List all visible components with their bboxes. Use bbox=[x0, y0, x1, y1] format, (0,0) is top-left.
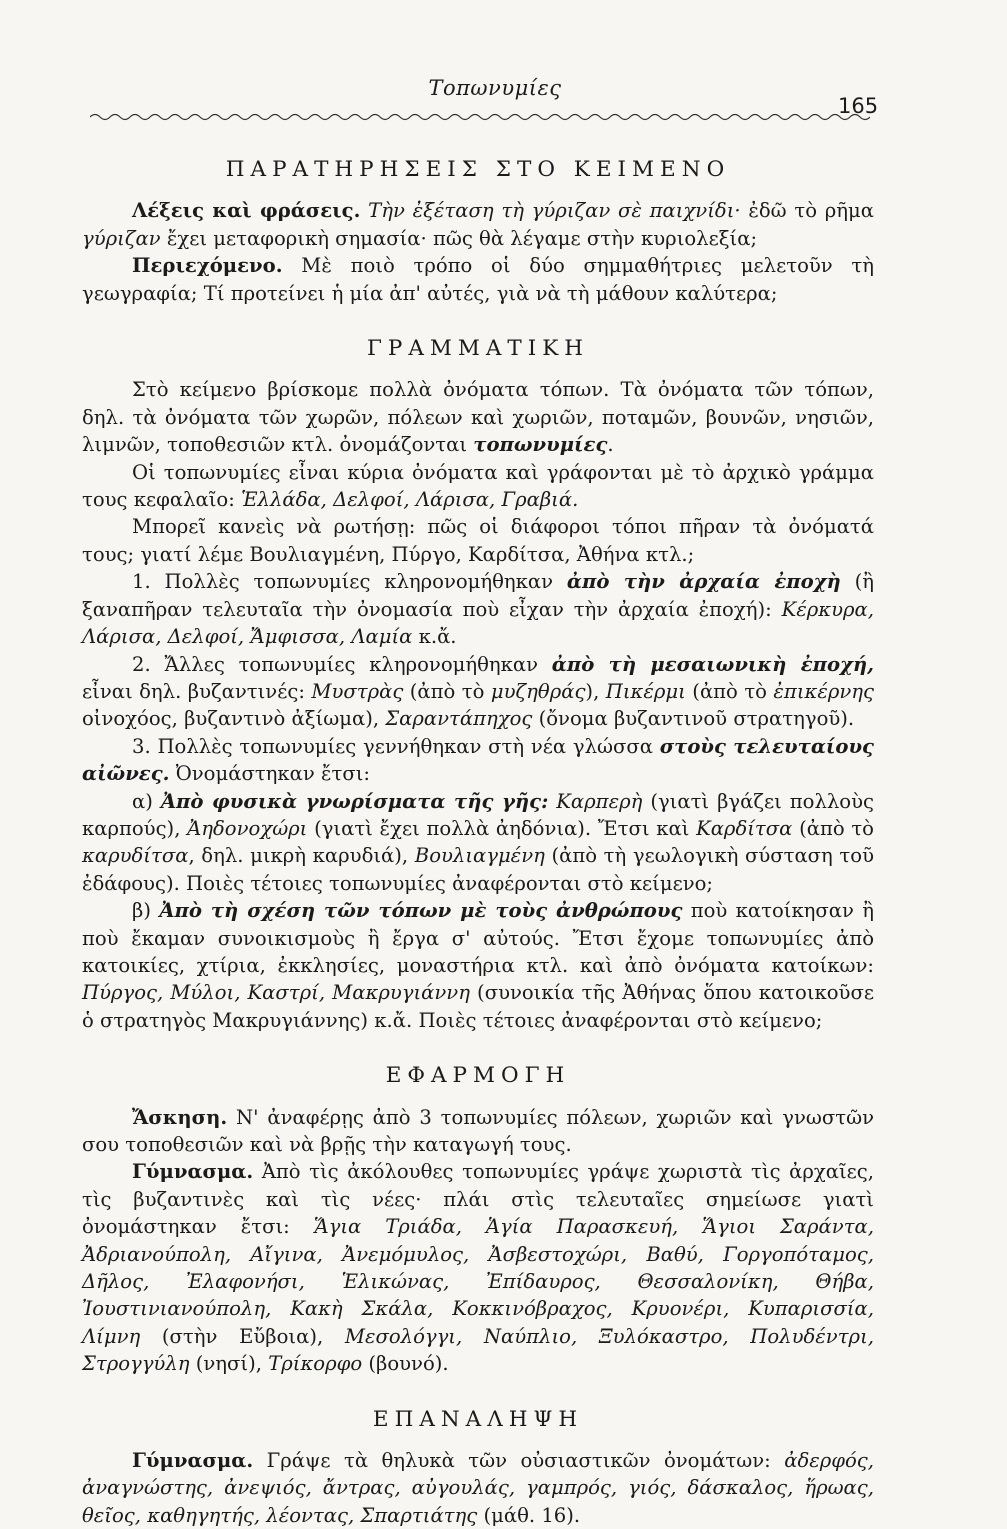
grammar-item-3: 3. Πολλὲς τοπωνυμίες γεννήθηκαν στὴ νέα γλώσσα στοὺς τελευταίους αἰῶνες. Ὀνομάστηκαν ἔτσι: bbox=[82, 734, 874, 786]
grammar-item-1: 1. Πολλὲς τοπωνυμίες κληρονομήθηκαν ἀπὸ τὴν ἀρχαία ἐποχὴ (ἢ ξαναπῆραν τελευταῖα τὴν ὀνομασία ποὺ εἶχαν τὴν ἀρχαία ἐποχή): Κέρκυρα, Λάρισα, Δελφοί, Ἄμφισσα, Λαμία κ.ἄ. bbox=[82, 570, 874, 649]
label-words-phrases: Λέξεις καὶ φράσεις. bbox=[132, 199, 361, 223]
application-exercise: Ἄσκηση. Ν' ἀναφέρῃς ἀπὸ 3 τοπωνυμίες πόλεων, χωριῶν καὶ γνωστῶν σου τοποθεσιῶν καὶ νὰ βρῇς τὴν καταγωγή τους. bbox=[82, 1105, 874, 1156]
application-drill: Γύμνασμα. Ἀπὸ τὶς ἀκόλουθες τοπωνυμίες γράψε χωριστὰ τὶς ἀρχαῖες, τὶς βυζαντινὲς καὶ τὶς νέες· πλάι στὶς τελευταῖες σημείωσε γιατὶ ὀνομάστηκαν ἔτσι: Ἅγια Τριάδα, Ἁγία Παρασκευή, Ἅγιοι Σαράντα, Ἀδριανούπολη, Αἴγινα, Ἀνεμόμυλος, Ἀσβεστοχώρι, Βαθύ, Γοργοπόταμος, Δῆλος, Ἐλαφονήσι, Ἑλικώνας, Ἐπίδαυρος, Θεσσαλονίκη, Θήβα, Ἰουστινιανούπολη, Κακὴ Σκάλα, Κοκκινόβραχος, Κρυονέρι, Κυπαρισσία, Λίμνη (στὴν Εὔβοια), Μεσολόγγι, Ναύπλιο, Ξυλόκαστρο, Πολυδέντρι, Στρογγύλη (νησί), Τρίκορφο (βουνό). bbox=[82, 1160, 874, 1376]
heading-grammar: ΓΡΑΜΜΑΤΙΚΗ bbox=[366, 336, 590, 362]
grammar-item-2: 2. Ἄλλες τοπωνυμίες κληρονομήθηκαν ἀπὸ τὴ μεσαιωνικὴ ἐποχή, εἶναι δηλ. βυζαντινές: Μυστρὰς (ἀπὸ τὸ μυζηθράς), Πικέρμι (ἀπὸ τὸ ἐπικέρνης οἰνοχόος, βυζαντινὸ ἀξίωμα), Σαραντάπηχος (ὄνομα βυζαντινοῦ στρατηγοῦ). bbox=[82, 652, 875, 731]
review-drill: Γύμνασμα. Γράψε τὰ θηλυκὰ τῶν οὐσιαστικῶν ὀνομάτων: ἀδερφός, ἀναγνώστης, ἀνεψιός, ἄντρας, αὐγουλάς, γαμπρός, γιός, δάσκαλος, ἥρωας, θεῖος, καθηγητής, λέοντας, Σπαρτιάτης (μάθ. 16). bbox=[82, 1449, 874, 1527]
page-body bbox=[82, 150, 874, 1529]
heading-remarks: ΠΑΡΑΤΗΡΗΣΕΙΣ ΣΤΟ ΚΕΙΜΕΝΟ bbox=[225, 157, 731, 182]
label-drill: Γύμνασμα. bbox=[132, 1160, 254, 1184]
page-number: 165 bbox=[838, 94, 879, 118]
running-title: Τοπωνυμίες bbox=[428, 76, 562, 100]
label-exercise: Ἄσκηση. bbox=[132, 1105, 228, 1129]
grammar-question: Μπορεῖ κανεὶς νὰ ρωτήσῃ: πῶς οἱ διάφοροι τόποι πῆραν τὰ ὀνόματά τους; γιατί λέμε Βουλιαγμένη, Πύργο, Καρδίτσα, Ἀθήνα κτλ.; bbox=[82, 515, 874, 566]
grammar-item-b: β) Ἀπὸ τὴ σχέση τῶν τόπων μὲ τοὺς ἀνθρώπους ποὺ κατοίκησαν ἢ ποὺ ἔκαμαν συνοικισμοὺς ἢ ἔργα σ' αὐτούς. Ἔτσι ἔχομε τοπωνυμίες ἀπὸ κατοικίες, χτίρια, ἐκκλησίες, μοναστήρια κτλ. καὶ ἀπὸ ὀνόματα κατοίκων: Πύργος, Μύλοι, Καστρί, Μακρυγιάννη (συνοικία τῆς Ἀθήνας ὅπου κατοικοῦσε ὁ στρατηγὸς Μακρυγιάννης) κ.ἄ. Ποιὲς τέτοιες ἀναφέρονται στὸ κείμενο; bbox=[82, 899, 875, 1032]
label-content: Περιεχόμενο. bbox=[132, 254, 283, 278]
remarks-words: Λέξεις καὶ φράσεις. Τὴν ἐξέταση τὴ γύριζαν σὲ παιχνίδι· ἐδῶ τὸ ρῆμα γύριζαν ἔχει μεταφορικὴ σημασία· πῶς θὰ λέγαμε στὴν κυριολεξία; bbox=[82, 199, 874, 250]
heading-review: ΕΠΑΝΑΛΗΨΗ bbox=[372, 1406, 584, 1432]
grammar-intro: Στὸ κείμενο βρίσκομε πολλὰ ὀνόματα τόπων. Τὰ ὀνόματα τῶν τόπων, δηλ. τὰ ὀνόματα τῶν χωρῶν, πόλεων καὶ χωριῶν, ποταμῶν, βουνῶν, νησιῶν, λιμνῶν, τοποθεσιῶν κτλ. ὀνομάζονται τοπωνυμίες. bbox=[82, 378, 874, 457]
remarks-content: Περιεχόμενο. Μὲ ποιὸ τρόπο οἱ δύο σημμαθήτριες μελετοῦν τὴ γεωγραφία; Τί προτείνει ἡ μία ἀπ' αὐτές, γιὰ νὰ τὴ μάθουν καλύτερα; bbox=[82, 254, 874, 305]
label-review-drill: Γύμνασμα. bbox=[132, 1449, 254, 1473]
wavy-rule bbox=[90, 110, 870, 124]
heading-application: ΕΦΑΡΜΟΓΗ bbox=[385, 1063, 571, 1089]
grammar-capital: Οἱ τοπωνυμίες εἶναι κύρια ὀνόματα καὶ γράφονται μὲ τὸ ἀρχικὸ γράμμα τους κεφαλαῖο: Ἑλλάδα, Δελφοί, Λάρισα, Γραβιά. bbox=[82, 460, 874, 512]
grammar-item-a: α) Ἀπὸ φυσικὰ γνωρίσματα τῆς γῆς: Καρπερὴ (γιατὶ βγάζει πολλοὺς καρπούς), Ἀηδονοχώρι (γιατὶ ἔχει πολλὰ ἀηδόνια). Ἔτσι καὶ Καρδίτσα (ἀπὸ τὸ καρυδίτσα, δηλ. μικρὴ καρυδιά), Βουλιαγμένη (ἀπὸ τὴ γεωλογικὴ σύσταση τοῦ ἐδάφους). Ποιὲς τέτοιες τοπωνυμίες ἀναφέρονται στὸ κείμενο; bbox=[82, 789, 874, 895]
